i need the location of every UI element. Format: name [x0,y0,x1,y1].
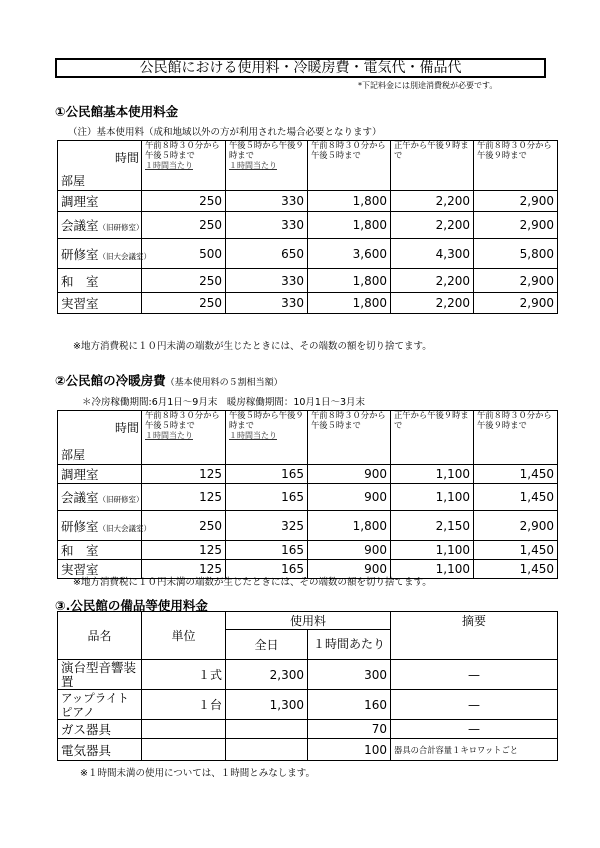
fee-cell: 330 [226,293,308,314]
col-caption: 午後５時から午後９時まで [229,140,304,160]
fee-cell: 125 [142,465,226,484]
fee-cell: 2,150 [391,511,474,541]
col-header [308,141,391,191]
col-caption: 午前８時３０分から午後９時まで [477,140,552,160]
section1-heading: ①公民館基本使用料金 [55,104,179,119]
table-row [58,541,558,560]
fee-cell: 3,600 [308,239,391,269]
header-note: 摘要 [391,612,558,660]
room-name: 実習室 [58,293,142,314]
table-row [58,660,558,690]
fee-cell: 1,800 [308,269,391,293]
fee-cell: 900 [308,465,391,484]
corner-time-label: 時間 [114,151,139,165]
fee-cell: 1,450 [474,465,558,484]
header-unit: 単位 [142,612,226,660]
room-name: 和 室 [58,269,142,293]
col-header [391,411,474,465]
basic-fee-table [57,140,558,314]
fee-cell: 165 [226,541,308,560]
corner-cell [58,411,142,465]
item-name: 電気器具 [58,739,142,761]
room-name: 調理室 [58,465,142,484]
room-name: 研修室（旧大会議室） [58,239,142,269]
allday-fee [226,739,308,761]
fee-cell: 2,900 [474,511,558,541]
fee-cell: 900 [308,484,391,511]
col-header [474,411,558,465]
fee-cell: 165 [226,465,308,484]
item-unit: １式 [142,660,226,690]
fee-cell: 1,100 [391,560,474,579]
fee-cell: 1,450 [474,541,558,560]
page-title: 公民館における使用料・冷暖房費・電気代・備品代 [55,58,546,78]
fee-cell: 250 [142,511,226,541]
fee-cell: 250 [142,293,226,314]
fee-cell: 5,800 [474,239,558,269]
fee-cell: 330 [226,212,308,239]
section1-note: （注）基本使用料（成和地域以外の方が利用された場合必要となります） [68,127,382,138]
item-note: 器具の合計容量１キロワットごと [391,739,558,761]
table-row [58,465,558,484]
corner-room-label: 部屋 [61,174,86,188]
table-row [58,212,558,239]
section1-footnote: ※地方消費税に１０円未満の端数が生じたときには、その端数の額を切り捨てます。 [73,341,432,352]
fee-cell: 900 [308,560,391,579]
col-caption: 午前８時３０分から午後５時まで [311,140,386,160]
col-unit: １時間当たり [145,161,193,170]
fee-cell: 2,900 [474,212,558,239]
hour-fee: 300 [308,660,391,690]
fee-cell: 1,800 [308,511,391,541]
col-caption: 午前８時３０分から午後５時まで [145,140,220,160]
header-allday: 全日 [226,630,308,660]
hour-fee: 70 [308,720,391,739]
table-row [58,269,558,293]
table-row [58,484,558,511]
col-caption: 正午から午後９時まで [394,410,469,430]
room-name: 会議室（旧研修室） [58,484,142,511]
fee-cell: 125 [142,484,226,511]
col-header [391,141,474,191]
item-name: アップライトピアノ [58,690,142,720]
equipment-fee-table [57,611,558,761]
room-name: 研修室（旧大会議室） [58,511,142,541]
cooling-period-note: ＊冷房稼働期間:6月1日～9月末 暖房稼働期間：10月1日～3月末 [82,397,366,408]
room-name: 会議室（旧研修室） [58,212,142,239]
item-note: — [391,690,558,720]
col-caption: 午前８時３０分から午後９時まで [477,410,552,430]
room-name: 実習室 [58,560,142,579]
fee-cell: 1,100 [391,541,474,560]
corner-cell [58,141,142,191]
hour-fee: 160 [308,690,391,720]
hour-fee: 100 [308,739,391,761]
col-header [226,411,308,465]
fee-cell: 900 [308,541,391,560]
section2-footnote: ※地方消費税に１０円未満の端数が生じたときには、その端数の額を切り捨てます。 [73,577,432,588]
room-name: 調理室 [58,191,142,212]
fee-cell: 325 [226,511,308,541]
col-caption: 正午から午後９時まで [394,140,469,160]
col-caption: 午前８時３０分から午後５時まで [311,410,386,430]
col-header [474,141,558,191]
item-note: — [391,660,558,690]
item-note: — [391,720,558,739]
fee-cell: 250 [142,191,226,212]
col-caption: 午後５時から午後９時まで [229,410,304,430]
corner-time-label: 時間 [114,421,139,435]
section3-heading: ③.公民館の備品等使用料金 [55,598,208,613]
fee-cell: 125 [142,560,226,579]
table-row [58,293,558,314]
fee-cell: 250 [142,212,226,239]
fee-cell: 2,200 [391,293,474,314]
corner-room-label: 部屋 [61,448,86,462]
table-row [58,739,558,761]
fee-cell: 330 [226,191,308,212]
fee-cell: 250 [142,269,226,293]
allday-fee [226,720,308,739]
fee-cell: 165 [226,560,308,579]
fee-cell: 2,200 [391,212,474,239]
table-row [58,720,558,739]
fee-cell: 2,200 [391,269,474,293]
fee-cell: 4,300 [391,239,474,269]
section3-footnote: ※１時間未満の使用については、１時間とみなします。 [80,768,316,779]
fee-cell: 2,900 [474,191,558,212]
fee-cell: 1,450 [474,484,558,511]
fee-cell: 330 [226,269,308,293]
item-unit [142,720,226,739]
fee-cell: 500 [142,239,226,269]
fee-cell: 1,450 [474,560,558,579]
fee-cell: 165 [226,484,308,511]
fee-cell: 1,800 [308,212,391,239]
col-header [308,411,391,465]
fee-cell: 1,800 [308,191,391,212]
fee-cell: 1,100 [391,465,474,484]
table-row [58,511,558,541]
header-fee: 使用料 [226,612,391,630]
col-header [142,411,226,465]
table-row [58,191,558,212]
col-unit: １時間当たり [229,161,277,170]
fee-cell: 2,900 [474,293,558,314]
allday-fee: 1,300 [226,690,308,720]
fee-cell: 650 [226,239,308,269]
allday-fee: 2,300 [226,660,308,690]
item-unit: １台 [142,690,226,720]
fee-cell: 125 [142,541,226,560]
col-unit: １時間当たり [229,431,277,440]
table-row [58,239,558,269]
fee-cell: 1,800 [308,293,391,314]
header-hour: １時間あたり [308,630,391,660]
room-name: 和 室 [58,541,142,560]
fee-cell: 1,100 [391,484,474,511]
fee-cell: 2,200 [391,191,474,212]
table-row [58,690,558,720]
heating-fee-table [57,410,558,579]
header-name: 品名 [58,612,142,660]
item-name: 演台型音響装置 [58,660,142,690]
col-unit: １時間当たり [145,431,193,440]
col-caption: 午前８時３０分から午後５時まで [145,410,220,430]
item-name: ガス器具 [58,720,142,739]
item-unit [142,739,226,761]
tax-note: *下記料金には別途消費税が必要です。 [358,81,498,90]
col-header [142,141,226,191]
section2-heading: ②公民館の冷暖房費（基本使用料の５割相当額） [55,373,283,388]
col-header [226,141,308,191]
fee-cell: 2,900 [474,269,558,293]
